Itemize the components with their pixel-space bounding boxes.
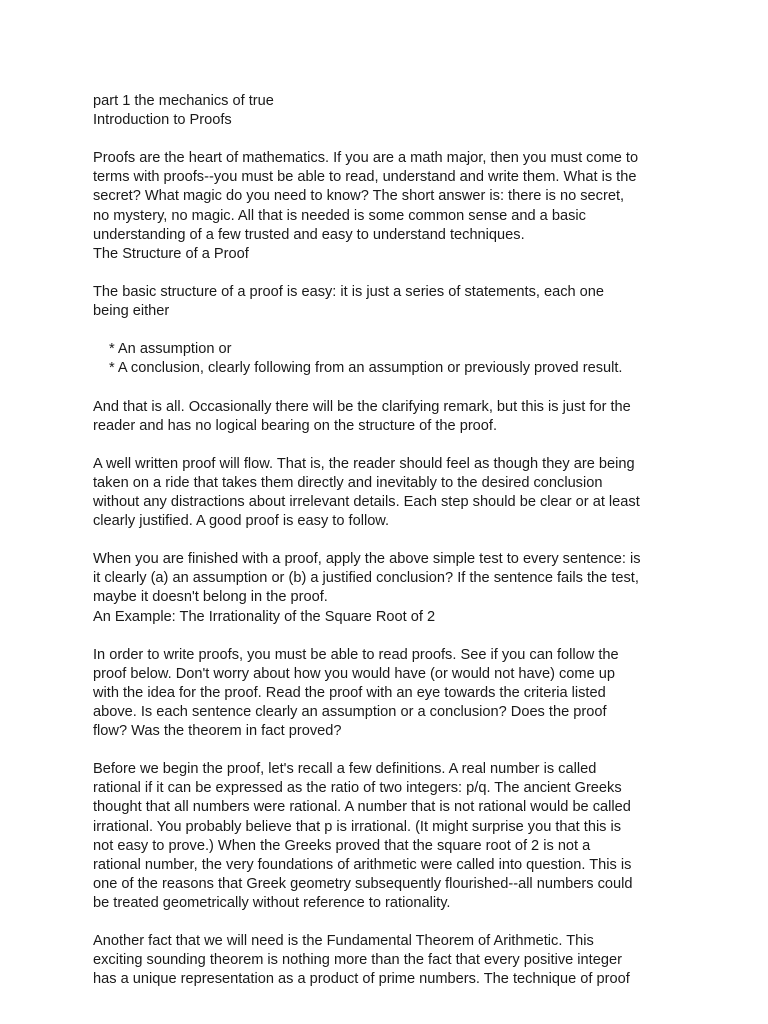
text-line: it clearly (a) an assumption or (b) a justified conclusion? If the sentence fails the test, bbox=[93, 570, 639, 587]
text-line: And that is all. Occasionally there will be the clarifying remark, but this is just for the bbox=[93, 398, 631, 415]
spacer bbox=[93, 741, 693, 760]
spacer bbox=[93, 378, 693, 397]
text-line: without any distractions about irrelevant details. Each step should be clear or at least bbox=[93, 493, 640, 510]
text-line: one of the reasons that Greek geometry subsequently flourished--all numbers could bbox=[93, 875, 633, 892]
text-line: clearly justified. A good proof is easy to follow. bbox=[93, 513, 390, 530]
text-line: with the idea for the proof. Read the proof with an eye towards the criteria listed bbox=[93, 684, 606, 701]
section-heading: The Structure of a Proof bbox=[93, 245, 249, 262]
text-line: thought that all numbers were rational. A number that is not rational would be called bbox=[93, 799, 631, 816]
text-line: proof below. Don't worry about how you would have (or would not have) come up bbox=[93, 665, 615, 682]
spacer bbox=[93, 531, 693, 550]
list-item: * An assumption or bbox=[109, 341, 232, 358]
section-heading: An Example: The Irrationality of the Square Root of 2 bbox=[93, 608, 436, 625]
text-line: rational if it can be expressed as the ratio of two integers: p/q. The ancient Greeks bbox=[93, 780, 622, 797]
text-line: terms with proofs--you must be able to read, understand and write them. What is the bbox=[93, 169, 637, 186]
text-line: exciting sounding theorem is nothing more than the fact that every positive integer bbox=[93, 952, 622, 969]
text-line: flow? Was the theorem in fact proved? bbox=[93, 723, 342, 740]
text-line: Proofs are the heart of mathematics. If you are a math major, then you must come to bbox=[93, 150, 639, 167]
text-line: rational number, the very foundations of arithmetic were called into question. This is bbox=[93, 856, 632, 873]
spacer bbox=[93, 913, 693, 932]
page-title: Introduction to Proofs bbox=[93, 112, 232, 129]
spacer bbox=[93, 436, 693, 455]
document-page bbox=[93, 92, 693, 989]
text-line: When you are finished with a proof, apply the above simple test to every sentence: is bbox=[93, 551, 641, 568]
text-line: above. Is each sentence clearly an assumption or a conclusion? Does the proof bbox=[93, 704, 607, 720]
text-line: The basic structure of a proof is easy: it is just a series of statements, each one bbox=[93, 283, 605, 300]
spacer bbox=[93, 130, 693, 149]
spacer bbox=[93, 264, 693, 283]
text-line: no mystery, no magic. All that is needed is some common sense and a basic bbox=[93, 207, 586, 224]
text-line: irrational. You probably believe that p is irrational. (It might surprise you that this is bbox=[93, 818, 622, 835]
text-line: maybe it doesn't belong in the proof. bbox=[93, 589, 328, 606]
text-line: In order to write proofs, you must be able to read proofs. See if you can follow the bbox=[93, 646, 619, 663]
text-line: being either bbox=[93, 303, 170, 320]
text-line: has a unique representation as a product of prime numbers. The technique of proof bbox=[93, 971, 630, 988]
doc-header-line: part 1 the mechanics of true bbox=[93, 93, 274, 109]
text-line: taken on a ride that takes them directly and inevitably to the desired conclusion bbox=[93, 474, 603, 491]
spacer bbox=[93, 321, 693, 340]
text-line: understanding of a few trusted and easy to understand techniques. bbox=[93, 226, 525, 243]
text-line: not easy to prove.) When the Greeks proved that the square root of 2 is not a bbox=[93, 837, 591, 854]
list-item: * A conclusion, clearly following from an assumption or previously proved result. bbox=[109, 360, 623, 377]
text-line: reader and has no logical bearing on the structure of the proof. bbox=[93, 417, 498, 434]
text-line: be treated geometrically without reference to rationality. bbox=[93, 894, 451, 911]
text-line: secret? What magic do you need to know? The short answer is: there is no secret, bbox=[93, 188, 625, 205]
text-line: Before we begin the proof, let's recall a few definitions. A real number is called bbox=[93, 761, 597, 778]
text-line: A well written proof will flow. That is, the reader should feel as though they are being bbox=[93, 455, 635, 472]
text-line: Another fact that we will need is the Fundamental Theorem of Arithmetic. This bbox=[93, 933, 594, 950]
spacer bbox=[93, 627, 693, 646]
